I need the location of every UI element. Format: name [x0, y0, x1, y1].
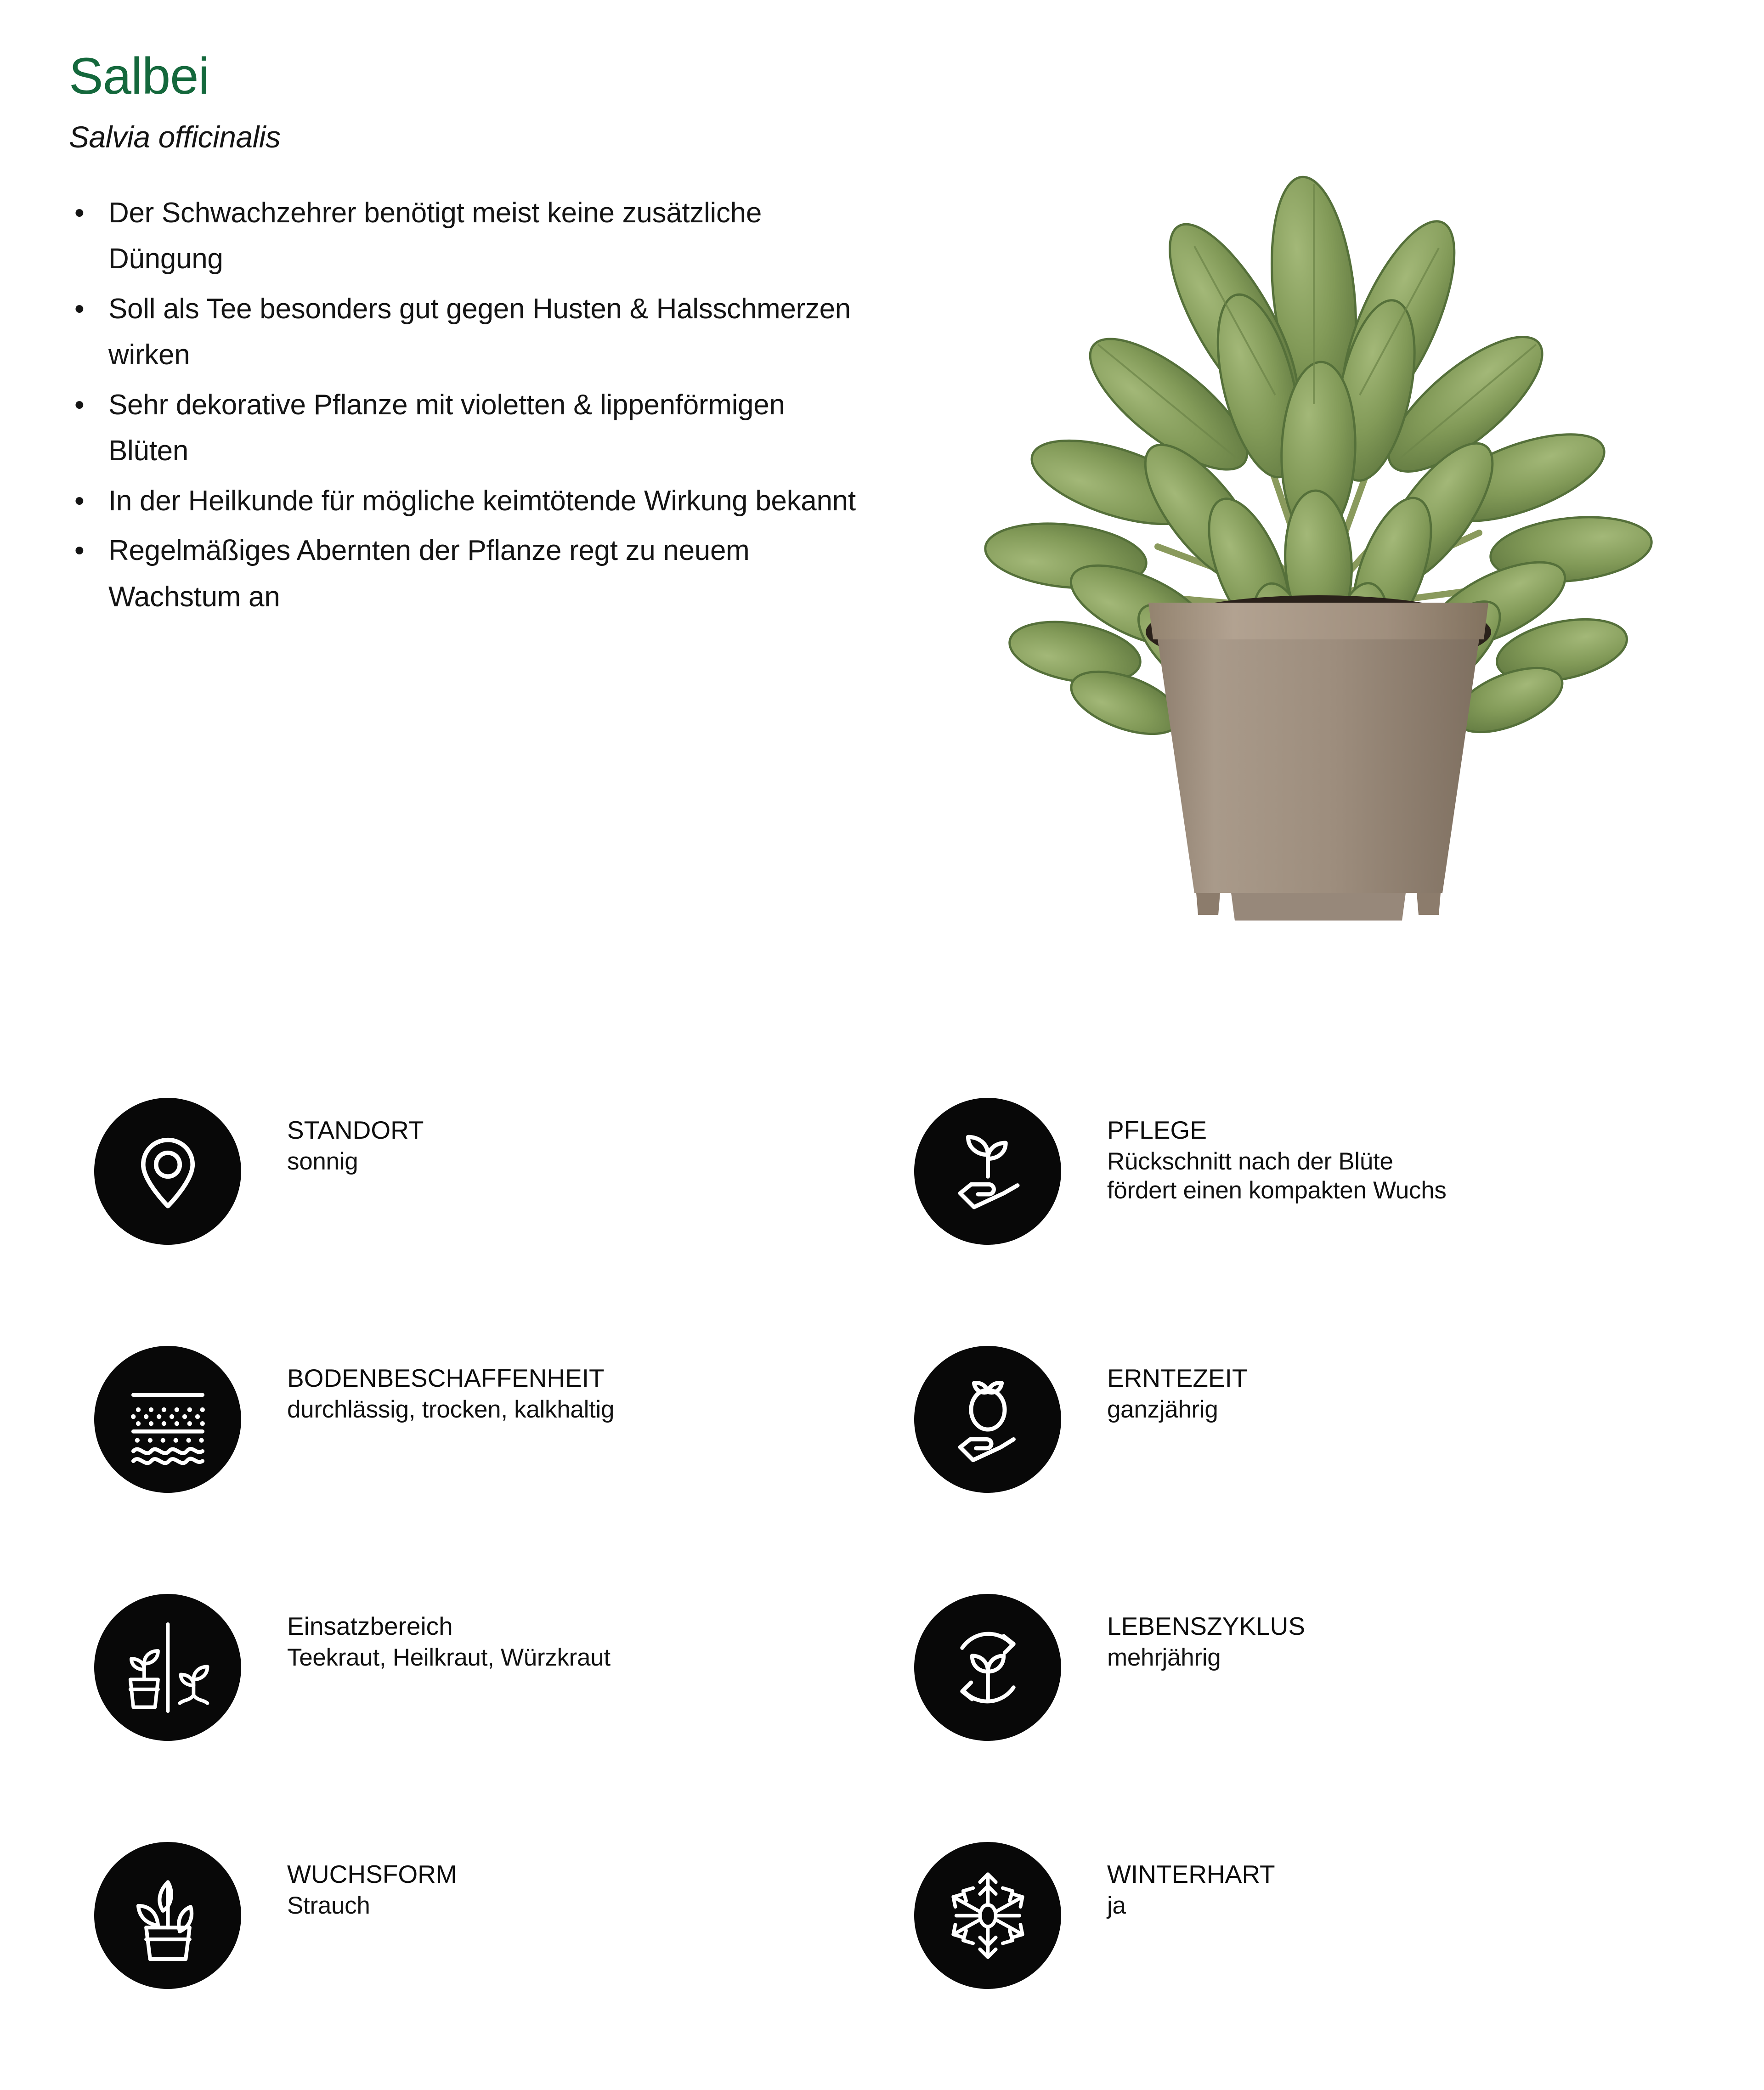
bullet-icon: •	[74, 293, 85, 325]
attribute-text	[1107, 1594, 1305, 1672]
list-item	[69, 286, 942, 378]
bullet-icon: •	[74, 485, 85, 517]
attribute-label: WINTERHART	[1107, 1860, 1275, 1888]
attribute-wuchsform	[94, 1842, 875, 1989]
plant-photo	[928, 18, 1709, 1020]
potted-shrub-icon	[94, 1842, 241, 1989]
list-item	[69, 478, 942, 524]
attribute-value-line: Strauch	[287, 1892, 370, 1919]
attribute-text	[287, 1594, 611, 1672]
attribute-row	[0, 1098, 1764, 1346]
attribute-text	[1107, 1842, 1275, 1920]
list-item-text: Sehr dekorative Pflanze mit violetten & lippenförmigen Blüten	[108, 389, 785, 467]
bullet-icon: •	[74, 197, 85, 229]
list-item-text: Soll als Tee besonders gut gegen Husten & Halsschmerzen wirken	[108, 293, 851, 371]
attribute-pflege	[914, 1098, 1736, 1245]
attribute-value	[287, 1643, 611, 1672]
attribute-value-line: ja	[1107, 1892, 1126, 1919]
life-cycle-icon	[914, 1594, 1061, 1741]
plant-facts-list	[69, 190, 942, 620]
soil-layers-icon	[94, 1346, 241, 1493]
list-item-text: Regelmäßiges Abernten der Pflanze regt zu neuem Wachstum an	[108, 535, 750, 613]
attribute-value-line: fördert einen kompakten Wuchs	[1107, 1177, 1447, 1204]
attribute-text	[1107, 1346, 1248, 1424]
attribute-value	[1107, 1147, 1447, 1205]
attribute-row	[0, 1346, 1764, 1594]
attribute-label: ERNTEZEIT	[1107, 1364, 1248, 1392]
attribute-label: LEBENSZYKLUS	[1107, 1612, 1306, 1640]
fruit-in-hand-icon	[914, 1346, 1061, 1493]
plant-info-column	[69, 47, 942, 624]
list-item	[69, 382, 942, 474]
list-item-text: In der Heilkunde für mögliche keimtötende Wirkung bekannt	[108, 485, 856, 517]
attribute-row	[0, 1594, 1764, 1842]
attribute-value-line: Rückschnitt nach der Blüte	[1107, 1147, 1393, 1175]
attribute-text	[1107, 1098, 1447, 1205]
attribute-einsatzbereich	[94, 1594, 875, 1741]
attribute-text	[287, 1346, 614, 1424]
attribute-value	[1107, 1891, 1275, 1921]
list-item	[69, 190, 942, 282]
attribute-standort	[94, 1098, 875, 1245]
bullet-icon: •	[74, 535, 85, 567]
attribute-erntezeit	[914, 1346, 1736, 1493]
attribute-value	[287, 1147, 424, 1176]
attribute-label: STANDORT	[287, 1116, 424, 1144]
attribute-label: BODENBESCHAFFENHEIT	[287, 1364, 605, 1392]
attribute-value	[1107, 1395, 1248, 1424]
list-item	[69, 528, 942, 620]
attribute-bodenbeschaffenheit	[94, 1346, 875, 1493]
potted-and-planted-icon	[94, 1594, 241, 1741]
attribute-value	[287, 1395, 614, 1424]
attribute-text	[287, 1098, 424, 1176]
snowflake-icon	[914, 1842, 1061, 1989]
attribute-text	[287, 1842, 457, 1920]
bullet-icon: •	[74, 389, 85, 421]
attribute-value-line: Teekraut, Heilkraut, Würzkraut	[287, 1644, 611, 1671]
attribute-label: PFLEGE	[1107, 1116, 1207, 1144]
attribute-winterhart	[914, 1842, 1736, 1989]
attribute-row	[0, 1842, 1764, 2090]
page-title: Salbei	[69, 47, 209, 105]
botanical-name: Salvia officinalis	[69, 120, 281, 154]
sprout-in-hand-icon	[914, 1098, 1061, 1245]
attribute-value	[287, 1891, 457, 1921]
attribute-lebenszyklus	[914, 1594, 1736, 1741]
sage-plant-illustration	[928, 18, 1709, 1020]
attribute-value-line: mehrjährig	[1107, 1644, 1221, 1671]
attribute-grid	[0, 1098, 1764, 2090]
attribute-value-line: ganzjährig	[1107, 1395, 1218, 1423]
attribute-label: WUCHSFORM	[287, 1860, 457, 1888]
list-item-text: Der Schwachzehrer benötigt meist keine zusätzliche Düngung	[108, 197, 762, 275]
location-pin-icon	[94, 1098, 241, 1245]
attribute-label: Einsatzbereich	[287, 1612, 453, 1640]
attribute-value-line: sonnig	[287, 1147, 358, 1175]
attribute-value	[1107, 1643, 1305, 1672]
attribute-value-line: durchlässig, trocken, kalkhaltig	[287, 1395, 615, 1423]
